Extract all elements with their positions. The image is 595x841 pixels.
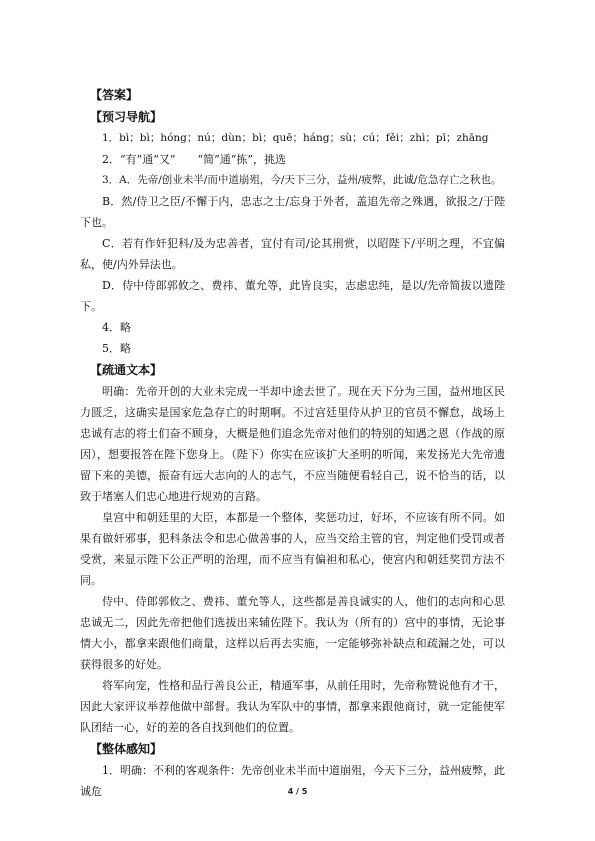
preview-line-1: 1．bì；bì；hóng；nú；dùn；bì；quē；háng；sù；cú；fěi；zhì；pī；zhāng [102, 132, 489, 144]
overall-heading: 【整体感知】 [90, 742, 163, 756]
translation-paragraph-4: 将军向宠，性格和品行善良公正，精通军事，从前任用时，先帝称赞说他有才干，因此大家评议举荐他做中部督。我认为军队中的事情，都拿来跟他商讨，就一定能使军队团结一心，好的差的各自找到他们的位置。 [80, 679, 505, 734]
translation-paragraph-2: 皇宫中和朝廷里的大臣，本都是一个整体，奖惩功过，好坏，不应该有所不同。如果有做奸邪事，犯科条法令和忠心做善事的人，应当交给主管的官，判定他们受罚或者受赏，来显示陛下公正严明的治理，而不应当有偏袒和私心，使宫内和朝廷奖罚方法不同。 [80, 511, 505, 587]
document-content [80, 84, 505, 802]
preview-line-2: 2．“有”通“又” “简”通“拣”，挑选 [102, 153, 286, 166]
page-number: 4 / 5 [287, 787, 308, 796]
preview-line-8: 5．略 [102, 342, 131, 355]
preview-line-7: 4．略 [102, 321, 131, 334]
translation-paragraph-1: 明确：先帝开创的大业未完成一半却中途去世了。现在天下分为三国，益州地区民力匮乏，这确实是国家危急存亡的时期啊。不过宫廷里侍从护卫的官员不懈怠，战场上忠诚有志的将士们奋不顾身，大概是他们追念先帝对他们的特别的知遇之恩（作战的原因），想要报答在陛下您身上。（陛下）你实在应该扩大圣明的听闻，来发扬光大先帝遗留下来的美德，振奋有远大志向的人的志气，不应当随便看轻自己，说不恰当的话，以致于堵塞人们忠心地进行规劝的言路。 [80, 385, 505, 503]
translation-heading: 【疏通文本】 [90, 363, 163, 377]
translation-paragraph-3: 侍中、侍郎郭攸之、费祎、董允等人，这些都是善良诚实的人，他们的志向和心思忠诚无二，因此先帝把他们选拔出来辅佐陛下。我认为（所有的）宫中的事情，无论事情大小，都拿来跟他们商量，这样以后再去实施，一定能够弥补缺点和疏漏之处，可以获得很多的好处。 [80, 595, 505, 671]
preview-line-4: B．然/侍卫之臣/不懈于内，忠志之士/忘身于外者，盖追先帝之殊遇，欲报之/于陛下也。 [80, 195, 505, 229]
preview-heading: 【预习导航】 [90, 110, 163, 124]
preview-line-3: 3．A．先帝/创业未半/而中道崩殂，今/天下三分，益州/疲弊，此诚/危急存亡之秋也。 [102, 174, 502, 186]
overall-line-1: 1．明确：不利的客观条件：先帝创业未半而中道崩殂，今天下三分，益州疲弊，此诚危 [80, 764, 505, 798]
answer-heading: 【答案】 [90, 88, 139, 102]
preview-line-5: C．若有作奸犯科/及为忠善者，宜付有司/论其刑赏，以昭陛下/平明之理，不宜偏私，使/内外异法也。 [80, 237, 505, 271]
preview-line-6: D．侍中侍郎郭攸之、费祎、董允等，此皆良实，志虑忠纯，是以/先帝简拔以遗陛下。 [80, 279, 505, 313]
